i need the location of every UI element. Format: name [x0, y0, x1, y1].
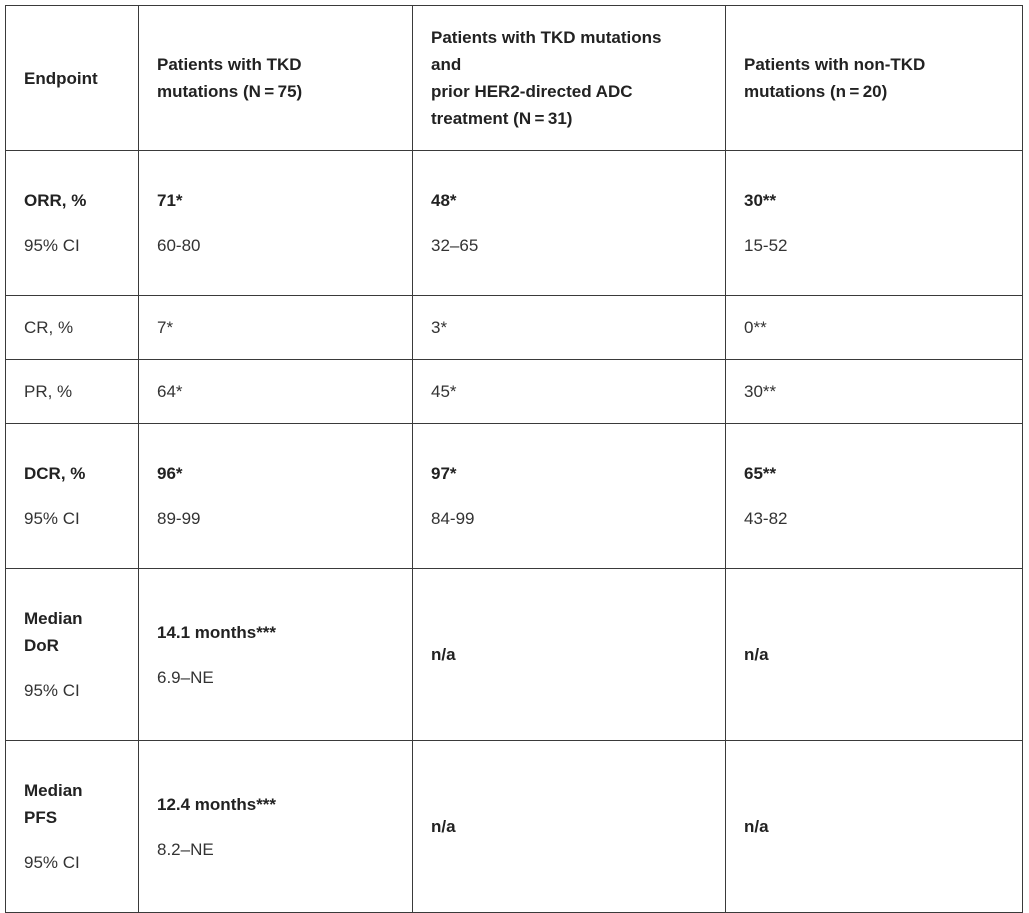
endpoint-label-line1: Median — [24, 781, 83, 800]
ci-value: 15-52 — [744, 236, 788, 255]
table-row-median-pfs — [6, 741, 1023, 913]
cell-dcr-tkd-prior-adc — [413, 424, 726, 569]
table-row-median-dor — [6, 569, 1023, 741]
endpoint-label-line2: DoR — [24, 636, 59, 655]
value: n/a — [744, 645, 769, 664]
cell-dor-tkd — [139, 569, 413, 741]
value: n/a — [431, 817, 456, 836]
endpoint-ci-label: 95% CI — [24, 853, 80, 872]
header-tkd-line1: Patients with TKD — [157, 55, 302, 74]
endpoint-ci-label: 95% CI — [24, 681, 80, 700]
value: 12.4 months*** — [157, 794, 277, 814]
value: 30** — [744, 191, 777, 210]
cell-dor-non-tkd — [726, 569, 1023, 741]
cell-endpoint-median-dor — [6, 569, 139, 741]
header-tkd-prior-adc-line1: Patients with TKD mutations — [431, 28, 662, 47]
endpoint-label: DCR, % — [24, 464, 86, 483]
value: 71* — [157, 191, 183, 210]
cell-pr-tkd-prior-adc: 45* — [413, 360, 726, 424]
header-non-tkd-line1: Patients with non-TKD — [744, 55, 926, 74]
ci-value: 43-82 — [744, 509, 788, 528]
value: 48* — [431, 191, 457, 210]
value: 97* — [431, 464, 457, 483]
value: 14.1 months*** — [157, 622, 277, 642]
cell-orr-tkd-prior-adc — [413, 151, 726, 296]
cell-orr-non-tkd — [726, 151, 1023, 296]
cell-dor-tkd-prior-adc — [413, 569, 726, 741]
cell-endpoint-orr — [6, 151, 139, 296]
endpoint-label-line2: PFS — [24, 808, 58, 827]
table-row-dcr — [6, 424, 1023, 569]
ci-value: 89-99 — [157, 509, 201, 528]
endpoint-ci-label: 95% CI — [24, 236, 80, 255]
ci-value: 6.9–NE — [157, 667, 214, 687]
endpoint-label: ORR, % — [24, 191, 87, 210]
cell-dcr-non-tkd — [726, 424, 1023, 569]
header-tkd-prior-adc — [413, 6, 726, 151]
cell-orr-tkd — [139, 151, 413, 296]
cell-pfs-non-tkd — [726, 741, 1023, 913]
cell-endpoint-median-pfs — [6, 741, 139, 913]
cell-endpoint-cr: CR, % — [6, 296, 139, 360]
ci-value: 32–65 — [431, 236, 479, 255]
header-endpoint-label: Endpoint — [24, 68, 98, 88]
table-row-orr — [6, 151, 1023, 296]
ci-value: 8.2–NE — [157, 839, 214, 859]
ci-value: 60-80 — [157, 236, 201, 255]
results-table — [5, 5, 1023, 913]
header-non-tkd — [726, 6, 1023, 151]
cell-endpoint-dcr — [6, 424, 139, 569]
header-endpoint — [6, 6, 139, 151]
value: n/a — [744, 817, 769, 836]
table-row-pr — [6, 360, 1023, 424]
table-row-cr — [6, 296, 1023, 360]
cell-dcr-tkd — [139, 424, 413, 569]
table-header-row — [6, 6, 1023, 151]
header-tkd-prior-adc-line2: and — [431, 55, 462, 74]
cell-pr-non-tkd: 30** — [726, 360, 1023, 424]
header-tkd-prior-adc-line3: prior HER2-directed ADC — [431, 82, 633, 101]
header-tkd — [139, 6, 413, 151]
cell-endpoint-pr: PR, % — [6, 360, 139, 424]
header-non-tkd-line2: mutations (n = 20) — [744, 82, 888, 101]
value: 96* — [157, 464, 183, 483]
cell-cr-tkd-prior-adc: 3* — [413, 296, 726, 360]
cell-pfs-tkd — [139, 741, 413, 913]
endpoint-ci-label: 95% CI — [24, 509, 80, 528]
header-tkd-prior-adc-line4: treatment (N = 31) — [431, 109, 573, 128]
cell-pr-tkd: 64* — [139, 360, 413, 424]
ci-value: 84-99 — [431, 509, 475, 528]
value: n/a — [431, 645, 456, 664]
cell-pfs-tkd-prior-adc — [413, 741, 726, 913]
cell-cr-tkd: 7* — [139, 296, 413, 360]
cell-cr-non-tkd: 0** — [726, 296, 1023, 360]
value: 65** — [744, 464, 777, 483]
header-tkd-line2: mutations (N = 75) — [157, 82, 303, 101]
endpoint-label-line1: Median — [24, 609, 83, 628]
